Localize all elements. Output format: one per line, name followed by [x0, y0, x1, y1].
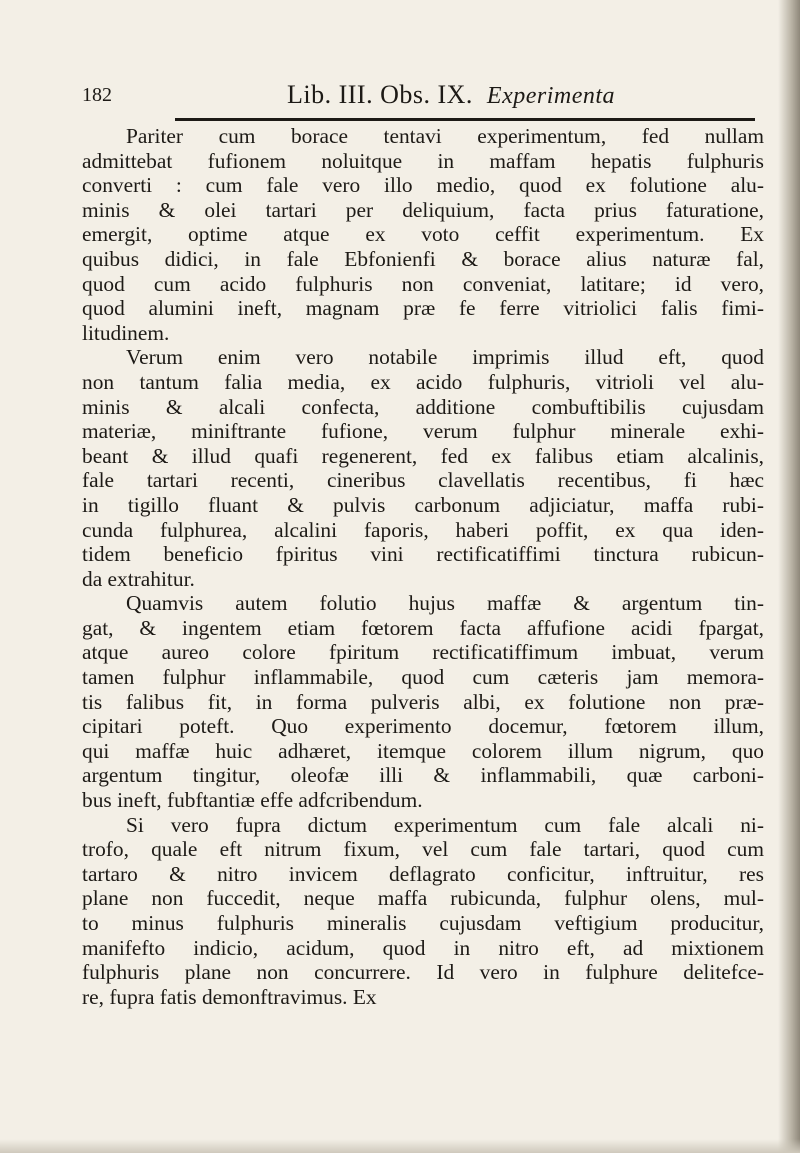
text-line: cunda fulphurea, alcalini faporis, haberi poffit, ex qua iden- [82, 517, 764, 542]
text-line: quibus didici, in fale Ebfonienfi & borace alius naturæ fal, [82, 246, 764, 271]
text-line: in tigillo fluant & pulvis carbonum adjiciatur, maffa rubi- [82, 492, 764, 517]
page-bottom-shadow [0, 1139, 800, 1153]
text-line: litudinem. [82, 320, 170, 345]
text-line: Pariter cum borace tentavi experimentum, fed nullam [126, 124, 764, 148]
text-line: quod alumini ineft, magnam præ fe ferre vitriolici falis fimi- [82, 296, 764, 321]
text-line: manifefto indicio, acidum, quod in nitro eft, ad mixtionem [82, 935, 764, 960]
text-line: fulphuris plane non concurrere. Id vero in fulphure delitefce- [82, 960, 764, 985]
running-head-subject: Experimenta [486, 83, 616, 109]
text-line: tis falibus fit, in forma pulveris albi, ex folutione non præ- [82, 689, 764, 714]
text-line: trofo, quale eft nitrum fixum, vel cum fale tartari, quod cum [82, 837, 764, 862]
running-head [287, 80, 615, 110]
text-line: qui maffæ huic adhæret, itemque colorem illum nigrum, quo [82, 738, 764, 763]
text-line: Si vero fupra dictum experimentum cum fale alcali ni- [126, 812, 764, 837]
text-line: to minus fulphuris mineralis cujusdam veftigium producitur, [82, 911, 764, 935]
text-line: tartaro & nitro invicem deflagrato conficitur, inftruitur, res [82, 861, 764, 886]
text-line: Verum enim vero notabile imprimis illud eft, quod [126, 345, 764, 370]
text-line: tamen fulphur inflammabile, quod cum cæteris jam memora- [82, 665, 764, 690]
text-line: da extrahitur. [82, 566, 195, 591]
text-line: gat, & ingentem etiam fœtorem facta affufione acidi fpargat, [82, 615, 764, 640]
text-line: atque aureo colore fpiritum rectificatiffimum imbuat, verum [82, 640, 764, 665]
page-edge-shadow [778, 0, 800, 1153]
text-line: re, fupra fatis demonftravimus. Ex [82, 984, 377, 1009]
text-line: minis & alcali confecta, additione combuftibilis cujusdam [82, 394, 764, 419]
running-head-title: Lib. III. Obs. IX. [287, 80, 473, 109]
body-text [82, 124, 764, 1009]
text-line: quod cum acido fulphuris non conveniat, latitare; id vero, [82, 271, 764, 296]
text-line: materiæ, miniftrante fufione, verum fulphur minerale exhi- [82, 419, 764, 444]
header-rule [175, 118, 755, 121]
text-line: plane non fuccedit, neque maffa rubicunda, fulphur olens, mul- [82, 886, 764, 911]
page-header [82, 80, 764, 112]
text-line: cipitari poteft. Quo experimento docemur, fœtorem illum, [82, 714, 764, 739]
page-number: 182 [82, 84, 112, 106]
text-line: non tantum falia media, ex acido fulphuris, vitrioli vel alu- [82, 369, 764, 394]
text-line: converti : cum fale vero illo medio, quod ex folutione alu- [82, 173, 764, 198]
text-line: admittebat fufionem noluitque in maffam hepatis fulphuris [82, 148, 764, 173]
text-line: Quamvis autem folutio hujus maffæ & argentum tin- [126, 591, 764, 616]
text-line: bus ineft, fubftantiæ effe adfcribendum. [82, 788, 423, 813]
text-line: fale tartari recenti, cineribus clavellatis recentibus, fi hæc [82, 468, 764, 493]
text-line: beant & illud quafi regenerent, fed ex falibus etiam alcalinis, [82, 443, 764, 468]
text-line: minis & olei tartari per deliquium, facta prius faturatione, [82, 197, 764, 222]
text-line: argentum tingitur, oleofæ illi & inflammabili, quæ carboni- [82, 763, 764, 788]
text-line: emergit, optime atque ex voto ceffit experimentum. Ex [82, 222, 764, 247]
text-line: tidem beneficio fpiritus vini rectificatiffimi tinctura rubicun- [82, 542, 764, 567]
